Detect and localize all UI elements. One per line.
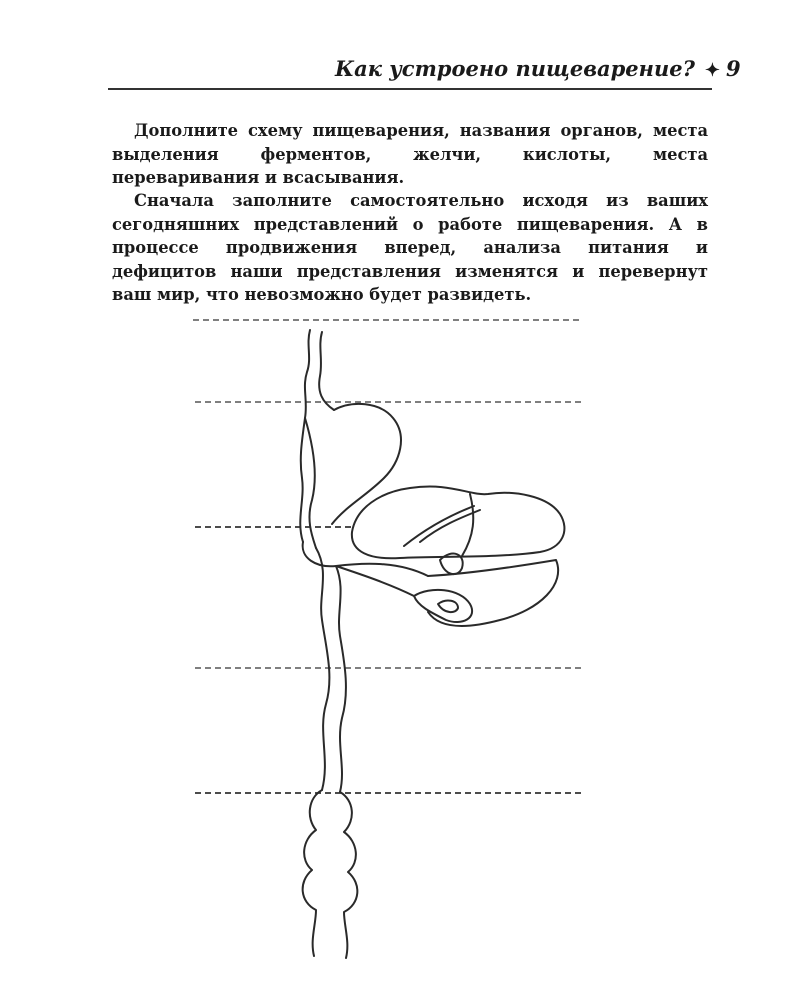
- liver: [352, 486, 565, 558]
- chapter-title: Как устроено пищеварение?: [335, 56, 695, 81]
- star-ornament-icon: ✦: [704, 60, 720, 81]
- bile-duct: [336, 566, 414, 596]
- pancreas-inner: [438, 601, 458, 613]
- colon-segments-left: [303, 790, 322, 956]
- small-intestine-left-wall: [316, 548, 329, 790]
- pancreas: [414, 590, 472, 622]
- esophagus-left-wall: [300, 330, 310, 542]
- page-number: 9: [725, 56, 741, 81]
- liver-lobe-line: [462, 494, 473, 556]
- stomach-inner: [305, 418, 316, 548]
- liver-vessel-1: [404, 506, 474, 546]
- instruction-text-1: Дополните схему пищеварения, названия органов, места выделения ферментов, желчи, кислоты, места переваривания и всасывания.: [112, 121, 708, 187]
- small-intestine-right-wall: [336, 566, 346, 792]
- instruction-text-2: Сначала заполните самостоятельно исходя из ваших сегодняшних представлений о работе пищеварения. А в процессе продвижения вперед, анализа питания и дефицитов наши представления изменятся и перевернут ваш мир, что невозможно будет развидеть.: [112, 191, 708, 304]
- stomach-lower-lobe: [428, 560, 558, 626]
- esophagus-right-wall: [319, 332, 334, 410]
- colon-segments-right: [340, 792, 357, 958]
